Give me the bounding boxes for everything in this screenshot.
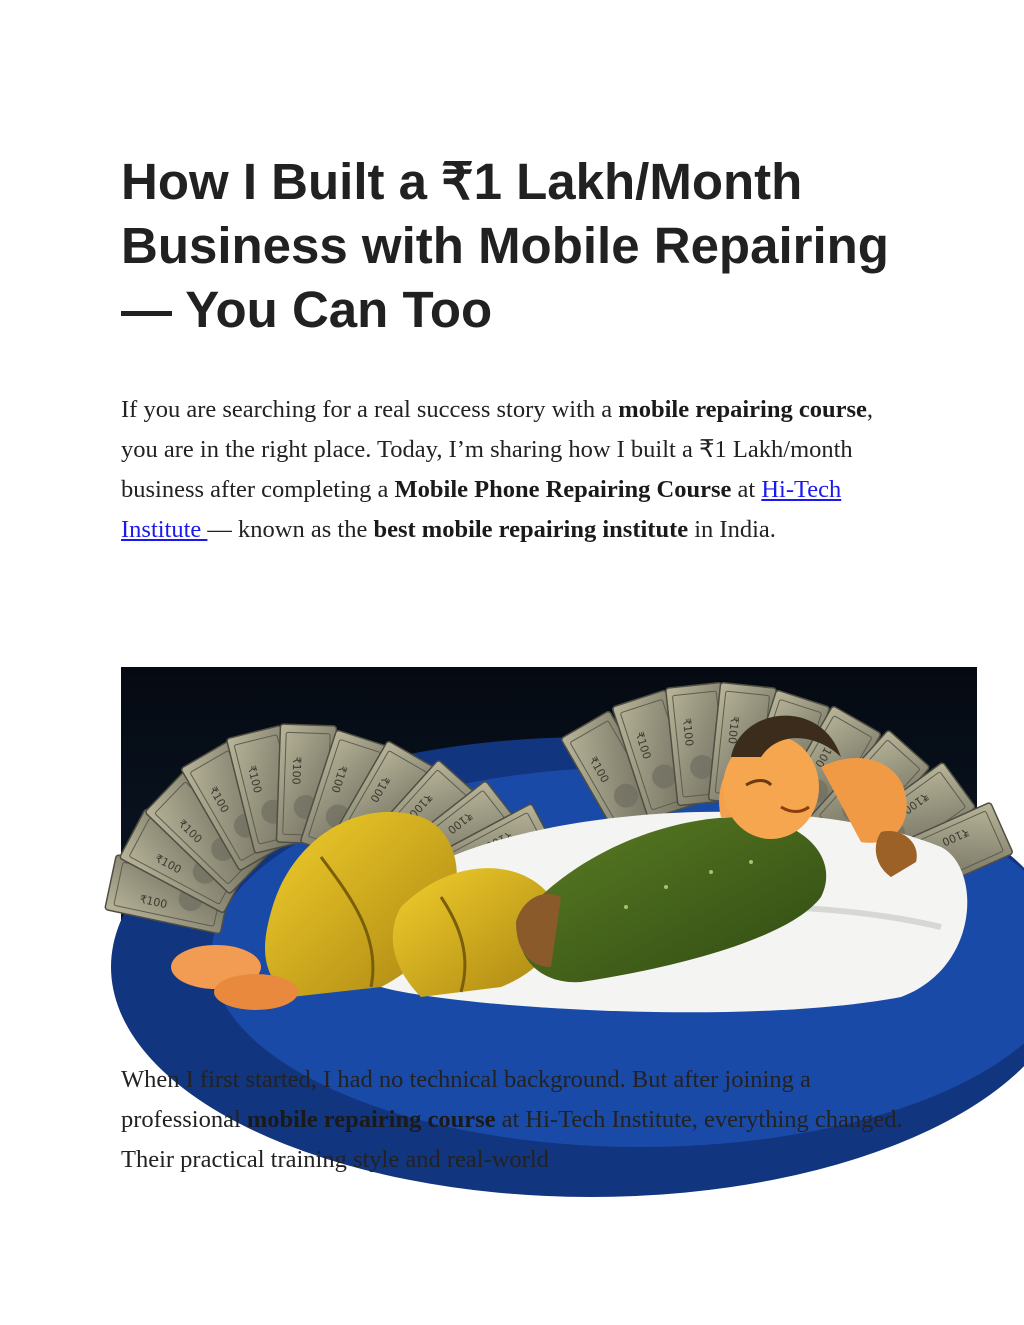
intro-text-4: — known as the: [207, 516, 374, 543]
intro-text-3: at: [731, 476, 762, 503]
hi-tech-institute-link[interactable]: Hi-Tech Institute: [121, 476, 842, 543]
intro-text-5: in India.: [688, 516, 776, 543]
body-text-2: at Hi-Tech Institute, everything changed. Their practical training style and real-world: [121, 1106, 903, 1173]
body-paragraph: [121, 1060, 911, 1180]
page-title: How I Built a ₹1 Lakh/Month Business with Mobile Repairing — You Can Too: [121, 153, 889, 338]
intro-bold-mobile-phone-repairing-course: Mobile Phone Repairing Course: [394, 476, 732, 503]
intro-text-1: If you are searching for a real success story with a: [121, 396, 619, 423]
intro-text-2: , you are in the right place. Today, I’m sharing how I built a ₹1 Lakh/month business after completing a: [121, 396, 874, 503]
body-bold-mobile-repairing-course: mobile repairing course: [246, 1106, 496, 1133]
intro-bold-mobile-repairing-course: mobile repairing course: [618, 396, 867, 423]
hero-illustration: ₹100: [121, 667, 977, 1010]
intro-bold-best-institute: best mobile repairing institute: [373, 516, 689, 543]
body-text-1: When I first started, I had no technical background. But after joining a professional: [121, 1066, 811, 1133]
intro-paragraph: [121, 390, 911, 550]
